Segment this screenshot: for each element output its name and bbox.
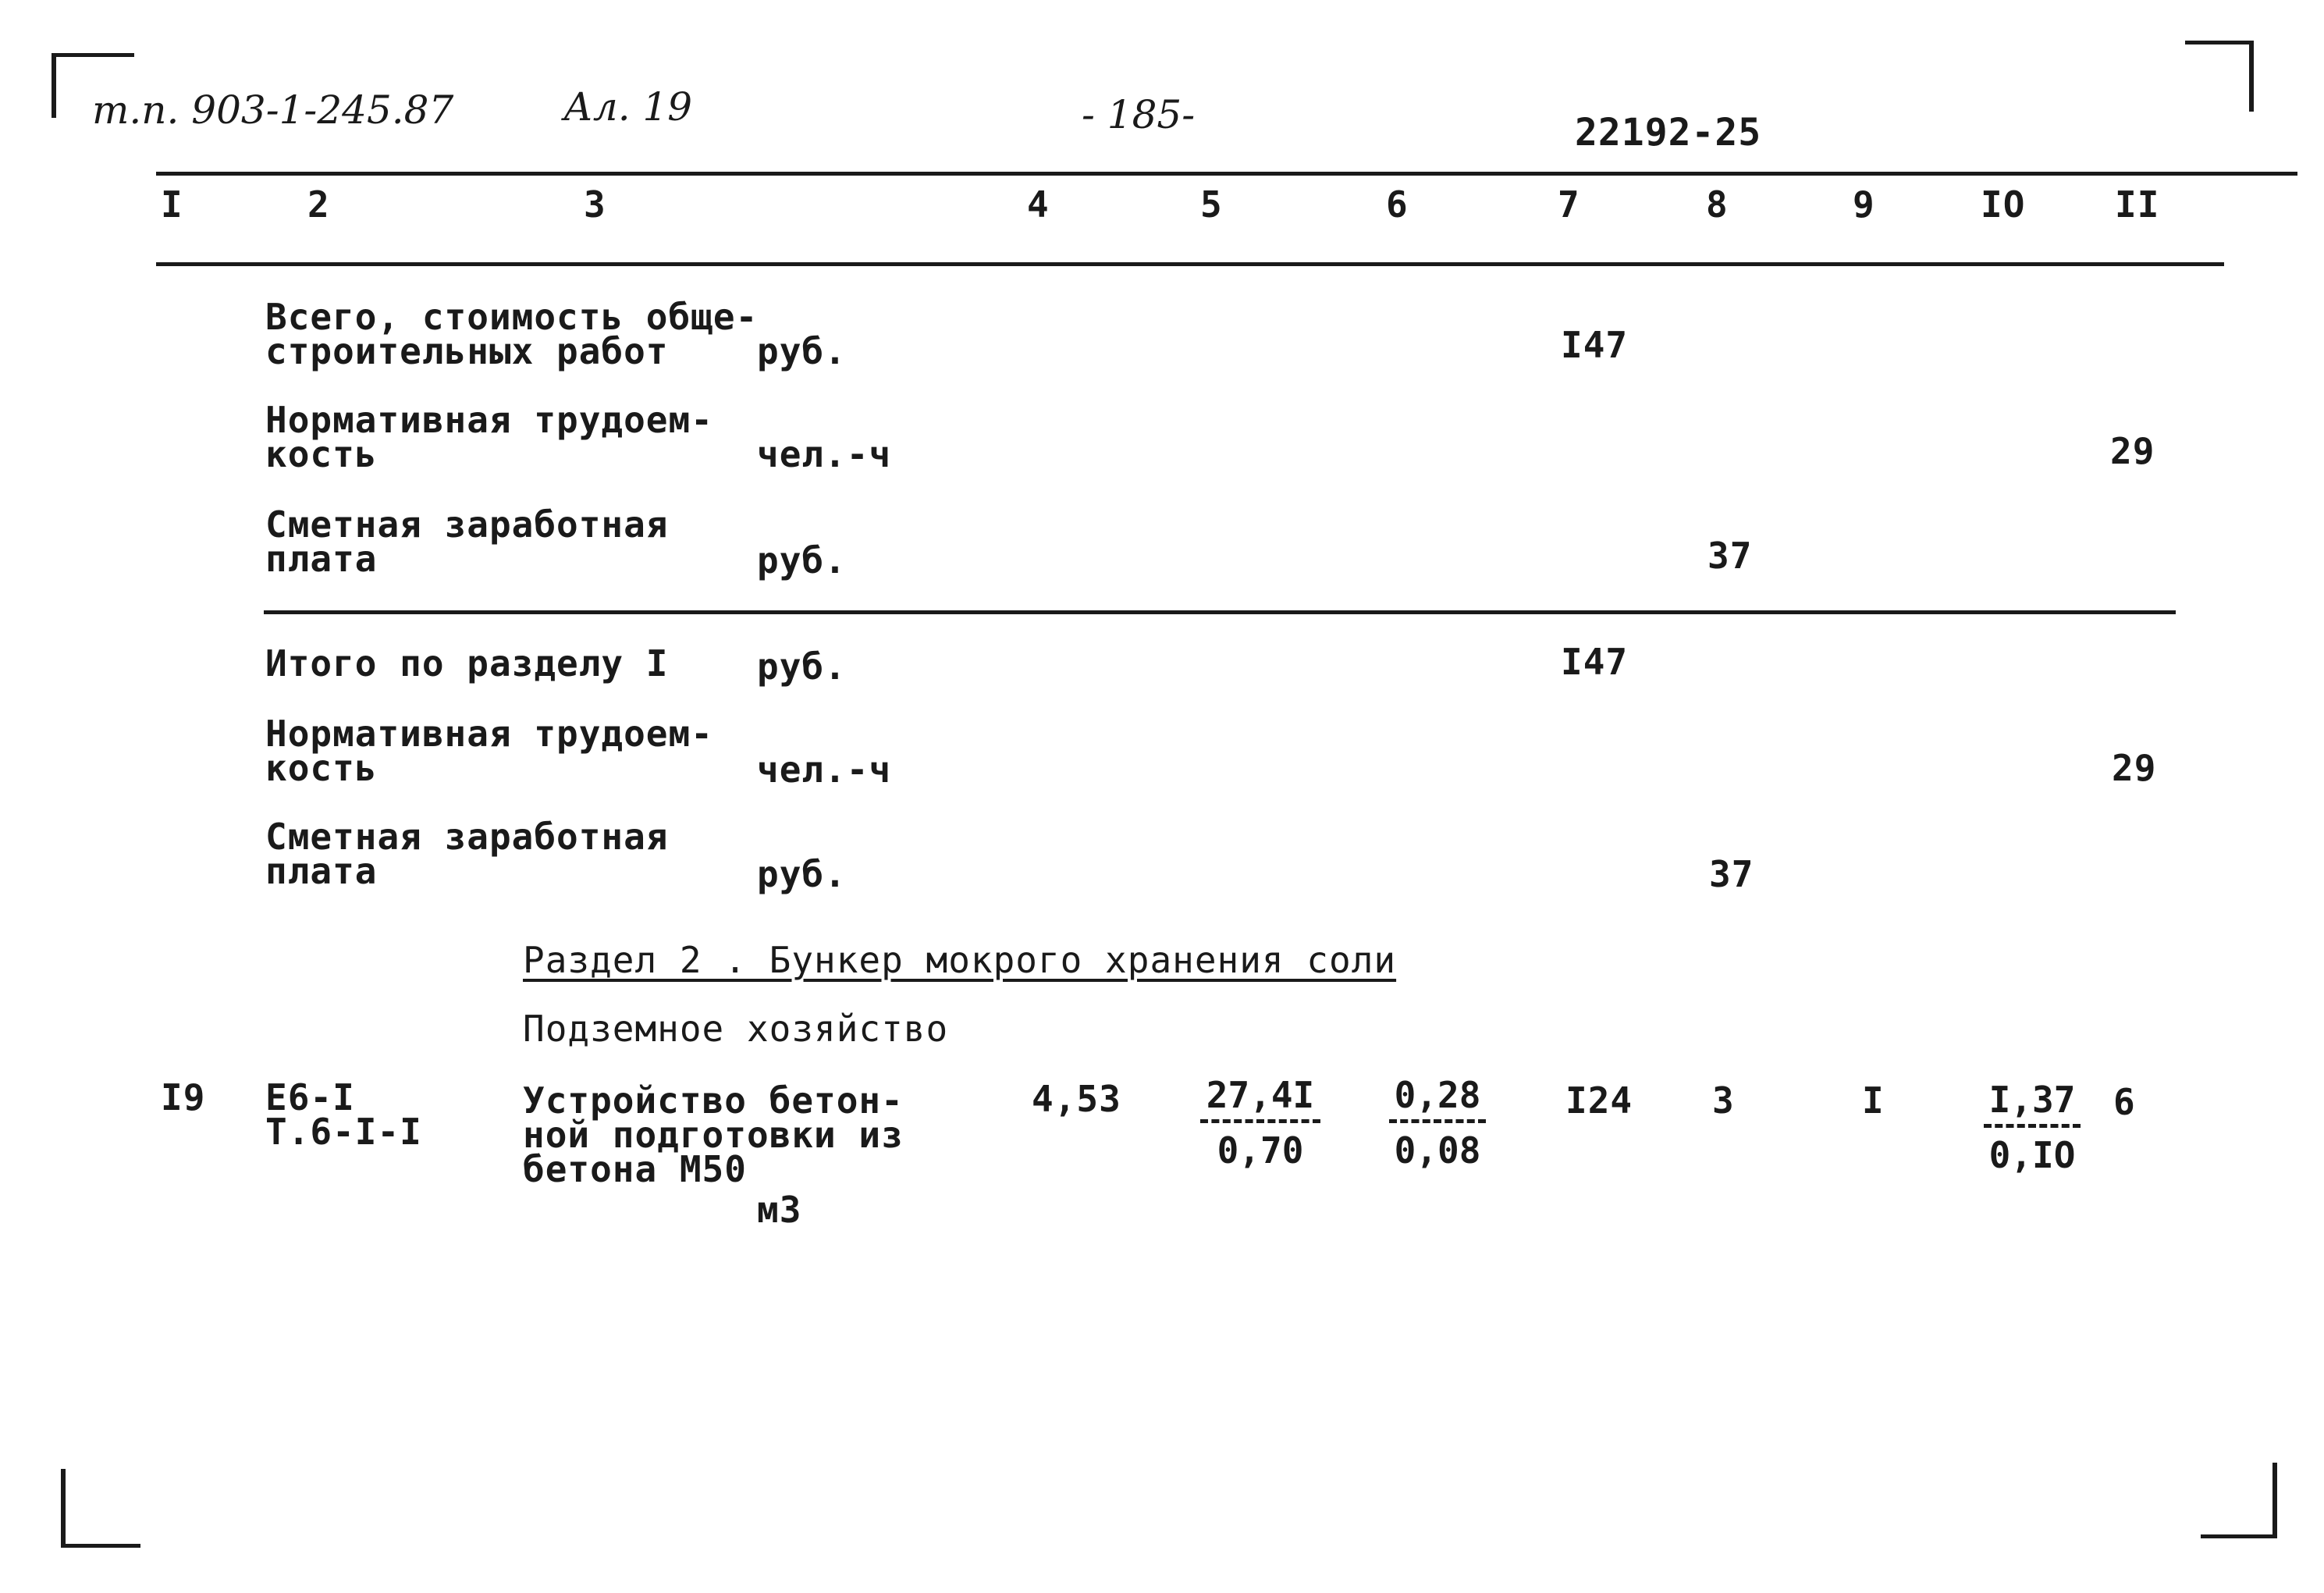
fraction-bar (1389, 1119, 1486, 1123)
col11-value: 6 (2113, 1081, 2136, 1123)
column-header: 4 (1027, 183, 1050, 226)
column-header: I (161, 183, 183, 226)
section-total-label: Итого по разделу I (265, 642, 669, 684)
estimated-wage-value: 37 (1709, 853, 1754, 895)
labor-intensity-label (265, 399, 713, 475)
code-line: Е6-I (265, 1076, 355, 1118)
item-quantity: 4,53 (1032, 1078, 1121, 1120)
item-unit: м3 (757, 1189, 802, 1231)
estimated-wage-value: 37 (1707, 535, 1753, 577)
fraction-bar (1200, 1119, 1320, 1123)
col6-bottom-value: 0,08 (1394, 1129, 1481, 1172)
code-line: Т.6-I-I (265, 1111, 422, 1153)
label-line: кость (265, 747, 378, 789)
col6-top-value: 0,28 (1394, 1074, 1481, 1116)
label-line: Сметная заработная (265, 816, 669, 858)
item-description (523, 1079, 904, 1190)
document-number: 22192-25 (1575, 111, 1762, 155)
col9-value: I (1862, 1079, 1885, 1122)
total-cost-label (265, 296, 759, 372)
labor-intensity-unit: чел.-ч (757, 748, 892, 791)
col10-fraction (1978, 1080, 2087, 1175)
column-header: II (2115, 183, 2160, 226)
column-header: IO (1981, 183, 2026, 226)
label-line: Сметная заработная (265, 503, 669, 546)
col7-value: I24 (1565, 1079, 1633, 1122)
label-line: строительных работ (265, 330, 669, 372)
label-line: Нормативная трудоем- (265, 713, 713, 755)
col6-fraction (1383, 1076, 1492, 1170)
col5-bottom-value: 0,70 (1217, 1129, 1304, 1172)
estimated-wage-label (265, 816, 669, 892)
label-line: Всего, стоимость обще- (265, 296, 759, 338)
col5-top-value: 27,4I (1206, 1074, 1315, 1116)
label-line: плата (265, 850, 378, 892)
estimated-wage-label (265, 503, 669, 580)
description-line: ной подготовки из (523, 1114, 904, 1156)
section-title: Раздел 2 . Бункер мокрого хранения соли (523, 939, 1397, 981)
col8-value: 3 (1712, 1079, 1735, 1122)
labor-intensity-value: 29 (2112, 747, 2157, 789)
column-header: 6 (1386, 183, 1409, 226)
item-number: I9 (161, 1076, 206, 1118)
header-bottom-rule (156, 262, 2224, 266)
project-code: т.п. 903-1-245.87 (92, 87, 454, 133)
labor-intensity-unit: чел.-ч (757, 433, 892, 475)
description-line: бетона М50 (523, 1148, 747, 1190)
column-header: 2 (307, 183, 330, 226)
fraction-bar (1984, 1124, 2081, 1128)
col10-top-value: I,37 (1988, 1079, 2076, 1121)
table-top-rule (156, 172, 2297, 176)
labor-intensity-value: 29 (2110, 430, 2155, 472)
summary-divider-rule (264, 610, 2176, 614)
column-header: 9 (1853, 183, 1875, 226)
label-line: Нормативная трудоем- (265, 399, 713, 441)
corner-mark-bottom-right (2201, 1463, 2277, 1538)
total-cost-unit: руб. (757, 330, 847, 372)
total-cost-value: I47 (1561, 324, 1629, 366)
column-header: 5 (1200, 183, 1223, 226)
section-subtitle: Подземное хозяйство (523, 1008, 949, 1050)
column-header: 3 (584, 183, 606, 226)
column-header: 8 (1706, 183, 1729, 226)
label-line: кость (265, 433, 378, 475)
item-norm-code (265, 1076, 422, 1153)
column-header: 7 (1558, 183, 1580, 226)
page-number: - 185- (1082, 92, 1196, 137)
estimated-wage-unit: руб. (757, 853, 847, 895)
col5-fraction (1194, 1076, 1327, 1170)
section-total-value: I47 (1561, 641, 1629, 683)
section-total-unit: руб. (757, 645, 847, 688)
corner-mark-bottom-left (61, 1469, 140, 1548)
corner-mark-top-right (2185, 41, 2254, 112)
sheet-number: Ал. 19 (563, 84, 693, 130)
description-line: Устройство бетон- (523, 1079, 904, 1122)
labor-intensity-label (265, 713, 713, 789)
estimated-wage-unit: руб. (757, 539, 847, 581)
label-line: плата (265, 538, 378, 580)
col10-bottom-value: 0,IO (1988, 1134, 2076, 1176)
